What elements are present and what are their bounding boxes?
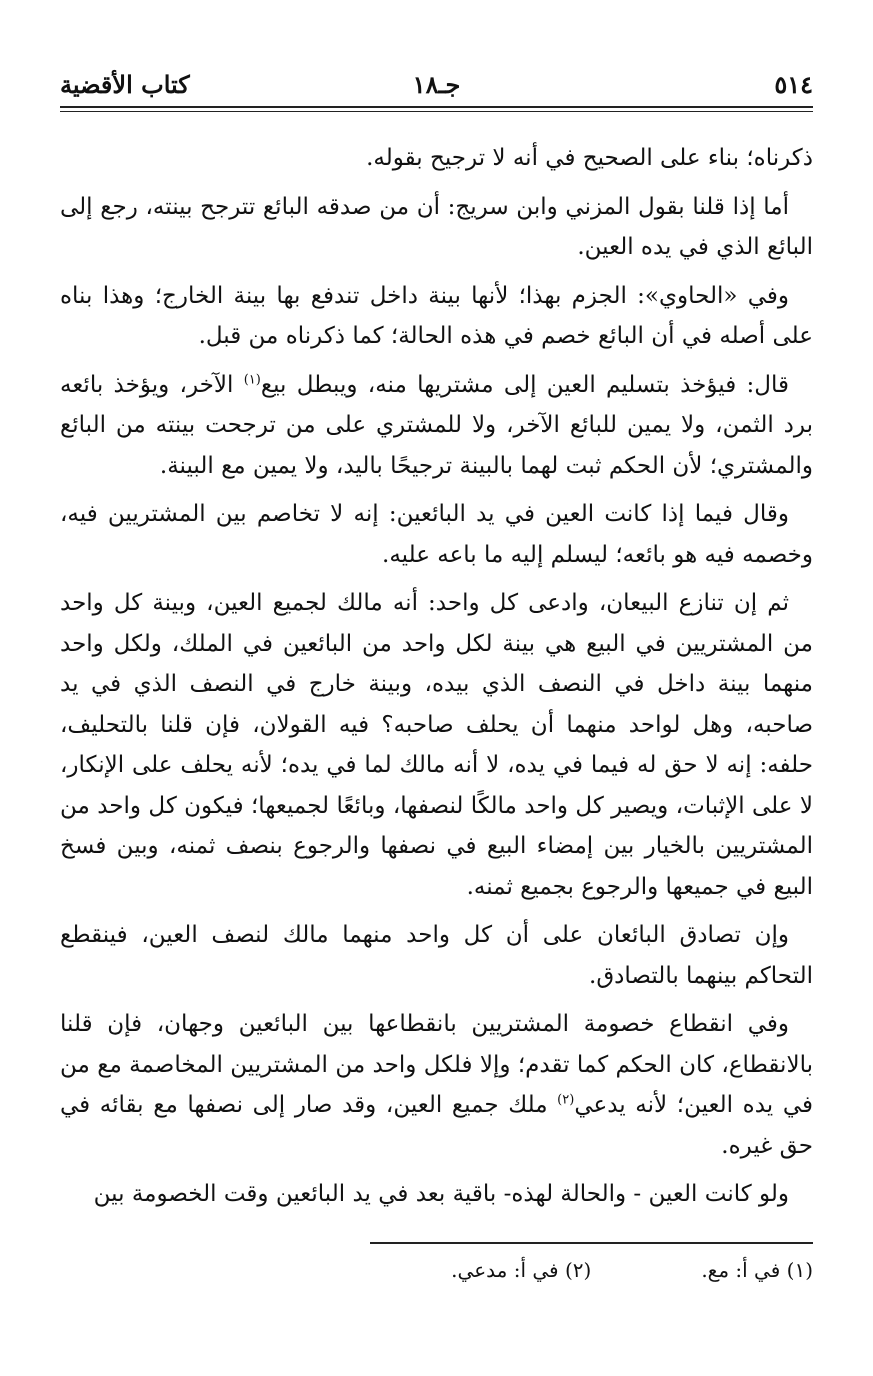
header-rule-thick xyxy=(60,106,813,108)
page-number: ٥١٤ xyxy=(774,69,813,99)
footnote-separator xyxy=(370,1242,813,1244)
header-rule-thin xyxy=(60,111,813,112)
paragraph-6: ثم إن تنازع البيعان، وادعى كل واحد: أنه مالك لجميع العين، وبينة كل واحد من المشتريين في البيع هي بينة لكل واحد من البائعين في الملك، ولكل واحد منهما بينة داخل في النصف الذي بيده، وبينة خارج في النصف الذي في يد صاحبه، وهل لواحد منهما أن يحلف صاحبه؟ فيه القولان، فإن قلنا بالتحليف، حلفه: إنه لا حق له فيما في يده، لا أنه مالك لما في يده؛ لأنه يحلف على الإنكار، لا على الإثبات، ويصير كل واحد مالكًا لنصفها، وبائعًا لجميعها؛ فيكون كل واحد من المشتريين بالخيار بين إمضاء البيع في نصفها والرجوع بنصف ثمنه، وبين فسخ البيع في جميعها والرجوع بجميع ثمنه. xyxy=(60,590,813,900)
paragraph-5: وقال فيما إذا كانت العين في يد البائعين: إنه لا تخاصم بين المشتريين فيه، وخصمه فيه هو بائعه؛ ليسلم إليه ما باعه عليه. xyxy=(60,501,813,568)
body-text xyxy=(60,138,813,1223)
book-title: كتاب الأقضية xyxy=(60,69,190,99)
footnote-2: (٢) في أ: مدعي. xyxy=(451,1258,592,1282)
page-header xyxy=(60,64,813,104)
paragraph-8-part-b: ملك جميع العين، وقد صار إلى نصفها مع بقائه في حق غيره. xyxy=(60,1092,813,1159)
paragraph-8-part-a: وفي انقطاع خصومة المشتريين بانقطاعها بين البائعين وجهان، فإن قلنا بالانقطاع، كان الحكم كما تقدم؛ وإلا فلكل واحد من المشتريين المخاصمة مع من في يده العين؛ لأنه يدعي xyxy=(60,1011,813,1118)
paragraph-2: أما إذا قلنا بقول المزني وابن سريج: أن من صدقه البائع تترجح بينته، رجع إلى البائع الذي في يده العين. xyxy=(60,193,813,260)
paragraph-3: وفي «الحاوي»: الجزم بهذا؛ لأنها بينة داخل تندفع بها بينة الخارج؛ وهذا بناه على أصله في أن البائع خصم في هذه الحالة؛ كما ذكرناه من قبل. xyxy=(60,282,813,349)
paragraph-7: وإن تصادق البائعان على أن كل واحد منهما مالك لنصف العين، فينقطع التحاكم بينهما بالتصادق. xyxy=(60,922,813,989)
footnote-marker-2: (٢) xyxy=(557,1092,575,1108)
paragraph-1: ذكرناه؛ بناء على الصحيح في أنه لا ترجيح بقوله. xyxy=(366,145,813,171)
paragraph-4-part-a: قال: فيؤخذ بتسليم العين إلى مشتريها منه، ويبطل بيع xyxy=(260,371,789,398)
paragraph-4 xyxy=(60,365,813,487)
footnotes xyxy=(60,1258,813,1282)
volume-label: جـ١٨ xyxy=(412,69,461,99)
paragraph-8 xyxy=(60,1004,813,1166)
paragraph-9: ولو كانت العين - والحالة لهذه- باقية بعد في يد البائعين وقت الخصومة بين xyxy=(93,1181,789,1207)
footnote-marker-1: (١) xyxy=(243,371,261,387)
footnote-1: (١) في أ: مع. xyxy=(701,1258,813,1282)
paragraph-4-part-b: الآخر، ويؤخذ بائعه برد الثمن، ولا يمين للبائع الآخر، ولا للمشتري على من ترجحت بينته من البائع والمشتري؛ لأن الحكم ثبت لهما بالبينة ترجيحًا باليد، ولا يمين مع البينة. xyxy=(60,371,813,479)
